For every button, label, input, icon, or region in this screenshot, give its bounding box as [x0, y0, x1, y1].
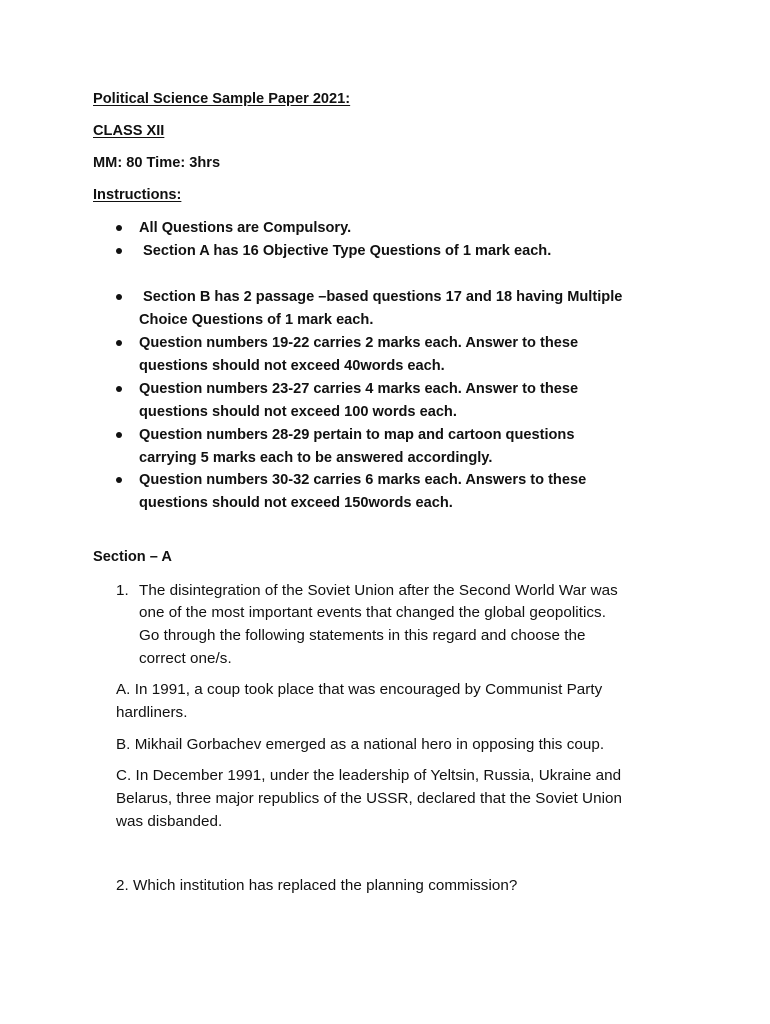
instruction-line: Section A has 16 Objective Type Questions of 1 mark each. — [139, 243, 552, 259]
bullet-icon — [116, 386, 122, 392]
statement-line: A. In 1991, a coup took place that was encouraged by Communist Party — [116, 681, 603, 698]
bullet-icon — [116, 432, 122, 438]
bullet-icon — [116, 225, 122, 231]
statement-line: was disbanded. — [116, 813, 223, 830]
bullet-icon — [116, 248, 122, 254]
question-number: 1. — [116, 582, 129, 599]
instruction-line: Question numbers 28-29 pertain to map and cartoon questions — [139, 427, 575, 443]
statement-line: hardliners. — [116, 704, 188, 721]
statement-line: C. In December 1991, under the leadership of Yeltsin, Russia, Ukraine and — [116, 767, 622, 784]
statement-line: Belarus, three major republics of the USSR, declared that the Soviet Union — [116, 790, 622, 807]
instruction-line: Section B has 2 passage –based questions 17 and 18 having Multiple — [139, 289, 623, 305]
instruction-line: All Questions are Compulsory. — [139, 220, 352, 236]
instruction-line: Question numbers 23-27 carries 4 marks each. Answer to these — [139, 381, 579, 397]
section-heading: Section – A — [93, 549, 172, 565]
instruction-line: questions should not exceed 150words each. — [139, 495, 453, 511]
paper-title: Political Science Sample Paper 2021: — [93, 91, 351, 107]
instruction-line: questions should not exceed 100 words each. — [139, 404, 457, 420]
instruction-line: questions should not exceed 40words each. — [139, 358, 445, 374]
instruction-line: Question numbers 30-32 carries 6 marks each. Answers to these — [139, 472, 587, 488]
statement-line: B. Mikhail Gorbachev emerged as a national hero in opposing this coup. — [116, 736, 605, 753]
question-line: The disintegration of the Soviet Union after the Second World War was — [139, 582, 618, 599]
instructions-heading: Instructions: — [93, 187, 182, 203]
bullet-icon — [116, 340, 122, 346]
question-line: correct one/s. — [139, 650, 232, 667]
class-line: CLASS XII — [93, 123, 165, 139]
instruction-line: Choice Questions of 1 mark each. — [139, 312, 374, 328]
instruction-line: Question numbers 19-22 carries 2 marks each. Answer to these — [139, 335, 579, 351]
question-line: one of the most important events that changed the global geopolitics. — [139, 604, 606, 621]
instruction-line: carrying 5 marks each to be answered accordingly. — [139, 450, 493, 466]
marks-time-line: MM: 80 Time: 3hrs — [93, 155, 221, 171]
bullet-icon — [116, 294, 122, 300]
question-line: Go through the following statements in this regard and choose the — [139, 627, 586, 644]
question-2: 2. Which institution has replaced the planning commission? — [116, 877, 518, 894]
bullet-icon — [116, 477, 122, 483]
